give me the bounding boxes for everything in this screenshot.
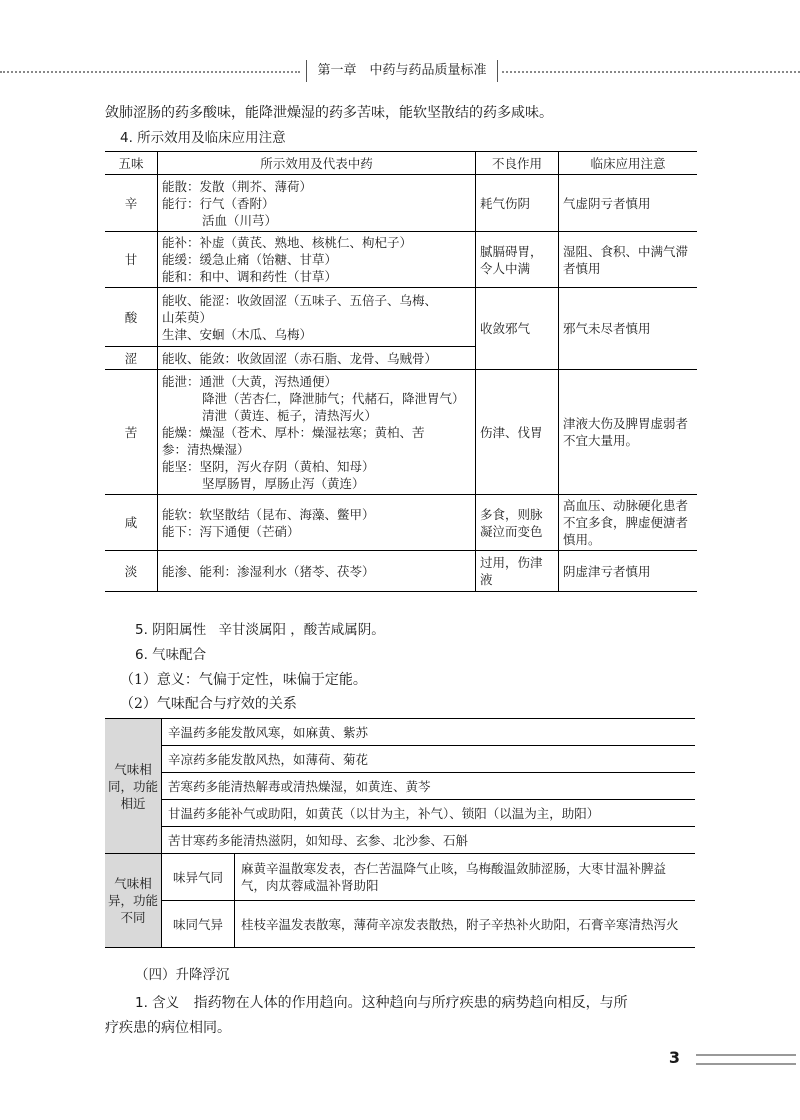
effects-cell: [158, 495, 476, 551]
note-cell: 阴虚津亏者慎用: [559, 551, 698, 592]
sub-label: 味同气异: [162, 901, 235, 948]
taste-cell: 淡: [105, 551, 158, 592]
table-row: [105, 288, 697, 347]
row-text: 辛温药多能发散风寒，如麻黄、紫苏: [162, 719, 696, 746]
effect-line: 活血（川芎）: [202, 212, 278, 228]
effect-line: 能渗、能利：渗湿利水（猪苓、茯苓）: [162, 563, 375, 579]
effect-line: 能下：泻下通便（芒硝）: [162, 523, 300, 539]
effect-line: 能泄：通泄（大黄，泻热通便）: [162, 373, 338, 389]
section-5-text: 辛甘淡属阳 ，酸苦咸属阴。: [218, 622, 385, 638]
taste-cell: 酸: [105, 288, 158, 347]
table-row: [105, 854, 695, 901]
group-label: 气味相同，功能相近: [105, 719, 162, 854]
note-cell: 湿阻、食积、中满气滞者慎用: [559, 232, 698, 288]
effect-line: 能坚：坚阴，泻火存阴（黄柏、知母）: [162, 458, 375, 474]
effect-line: 能补：补虚（黄芪、熟地、核桃仁、枸杞子）: [162, 235, 413, 250]
effect-line: 能燥：燥湿（苍术、厚朴：燥湿祛寒；黄柏、苦: [162, 424, 425, 440]
table-row: [105, 800, 695, 827]
effect-line: 能行：行气（香附）: [162, 195, 275, 211]
group-label: 气味相异，功能不同: [105, 854, 162, 948]
effect-line: 能缓：缓急止痛（饴糖、甘草）: [162, 252, 338, 267]
item-1: （1）意义：气偏于定性，味偏于定能。: [120, 672, 367, 688]
header-taste: 五味: [105, 152, 158, 175]
header-dotted-rule-left: [0, 71, 300, 73]
effect-line: 坚厚肠胃，厚肠止泻（黄连）: [202, 475, 365, 491]
meaning-title: 1. 含义: [135, 995, 180, 1011]
effects-cell: [158, 347, 476, 370]
header-dotted-rule-right: [502, 71, 800, 73]
table-row: [105, 551, 697, 592]
running-header: 第一章 中药与药品质量标准: [306, 60, 498, 82]
note-cell: 高血压、动脉硬化患者不宜多食，脾虚便溏者慎用。: [559, 495, 698, 551]
table-row: [105, 746, 695, 773]
table-row: [105, 773, 695, 800]
note-cell: 津液大伤及脾胃虚弱者不宜大量用。: [559, 370, 698, 495]
effect-line: 降泄（苦杏仁，降泄肺气；代赭石，降泄胃气）: [202, 390, 465, 406]
effect-line: 能收、能敛：收敛固涩（赤石脂、龙骨、乌贼骨）: [162, 350, 438, 366]
effects-cell: [158, 288, 476, 347]
row-text: 苦寒药多能清热解毒或清热燥湿，如黄连、黄芩: [162, 773, 696, 800]
effect-line: 能和：和中、调和药性（甘草）: [162, 269, 338, 284]
effects-cell: [158, 551, 476, 592]
effect-line: 参：清热燥湿）: [162, 441, 250, 457]
row-text: 桂枝辛温发表散寒，薄荷辛凉发表散热，附子辛热补火助阳，石膏辛寒清热泻火: [235, 901, 696, 948]
row-text: 麻黄辛温散寒发表，杏仁苦温降气止咳，乌梅酸温敛肺涩肠，大枣甘温补脾益气，肉苁蓉咸温补肾助阳: [235, 854, 696, 901]
meaning-line-2: 疗疾患的病位相同。: [105, 1020, 231, 1036]
effect-line: 能收、能涩：收敛固涩（五味子、五倍子、乌梅、: [162, 292, 438, 308]
intro-line: 敛肺涩肠的药多酸味，能降泄燥湿的药多苦味，能软坚散结的药多咸味。: [105, 105, 553, 121]
taste-cell: 涩: [105, 347, 158, 370]
note-cell: 气虚阴亏者慎用: [559, 175, 698, 232]
effect-line: 能散：发散（荆芥、薄荷）: [162, 178, 313, 194]
effects-cell: [158, 232, 476, 288]
row-text: 甘温药多能补气或助阳，如黄芪（以甘为主，补气）、锁阳（以温为主，助阳）: [162, 800, 696, 827]
effect-line: 能软：软坚散结（昆布、海藻、鳖甲）: [162, 506, 375, 522]
section-four-title: （四）升降浮沉: [135, 967, 230, 983]
taste-cell: 辛: [105, 175, 158, 232]
page-number: 3: [668, 1048, 680, 1067]
row-text: 苦甘寒药多能清热滋阴，如知母、玄参、北沙参、石斛: [162, 827, 696, 854]
taste-cell: 咸: [105, 495, 158, 551]
table-row: [105, 719, 695, 746]
table-row: [105, 232, 697, 288]
taste-cell: 苦: [105, 370, 158, 495]
header-effects: 所示效用及代表中药: [158, 152, 476, 175]
header-adverse: 不良作用: [476, 152, 559, 175]
item-2: （2）气味配合与疗效的关系: [120, 696, 297, 712]
note-cell: 邪气未尽者慎用: [559, 288, 698, 370]
section-4-title: 4. 所示效用及临床应用注意: [120, 130, 286, 146]
adverse-cell: 多食，则脉凝泣而变色: [476, 495, 559, 551]
effects-cell: [158, 370, 476, 495]
flavor-combination-table: [105, 718, 695, 948]
effect-line: 清泄（黄连、栀子，清热泻火）: [202, 407, 378, 423]
meaning-text: 指药物在人体的作用趋向。这种趋向与所疗疾患的病势趋向相反，与所: [193, 995, 628, 1011]
effects-cell: [158, 175, 476, 232]
table-row: [105, 901, 695, 948]
section-5: [135, 620, 385, 640]
adverse-cell: 腻膈碍胃，令人中满: [476, 232, 559, 288]
section-6-title: 6. 气味配合: [135, 647, 207, 663]
table-row: [105, 827, 695, 854]
page-number-bar: [696, 1054, 796, 1065]
table-row: [105, 495, 697, 551]
taste-cell: 甘: [105, 232, 158, 288]
adverse-cell: 耗气伤阴: [476, 175, 559, 232]
effect-line: 生津、安蛔（木瓜、乌梅）: [162, 326, 313, 342]
table-header-row: [105, 152, 697, 175]
adverse-cell: 收敛邪气: [476, 288, 559, 370]
header-note: 临床应用注意: [559, 152, 698, 175]
meaning-line-1: [135, 993, 628, 1013]
table-row: [105, 370, 697, 495]
adverse-cell: 过用，伤津液: [476, 551, 559, 592]
sub-label: 味异气同: [162, 854, 235, 901]
adverse-cell: 伤津、伐胃: [476, 370, 559, 495]
section-5-title: 5. 阴阳属性: [135, 622, 207, 638]
effect-line: 山茱萸）: [162, 309, 213, 325]
table-row: [105, 175, 697, 232]
five-tastes-table: [105, 151, 697, 592]
row-text: 辛凉药多能发散风热，如薄荷、菊花: [162, 746, 696, 773]
